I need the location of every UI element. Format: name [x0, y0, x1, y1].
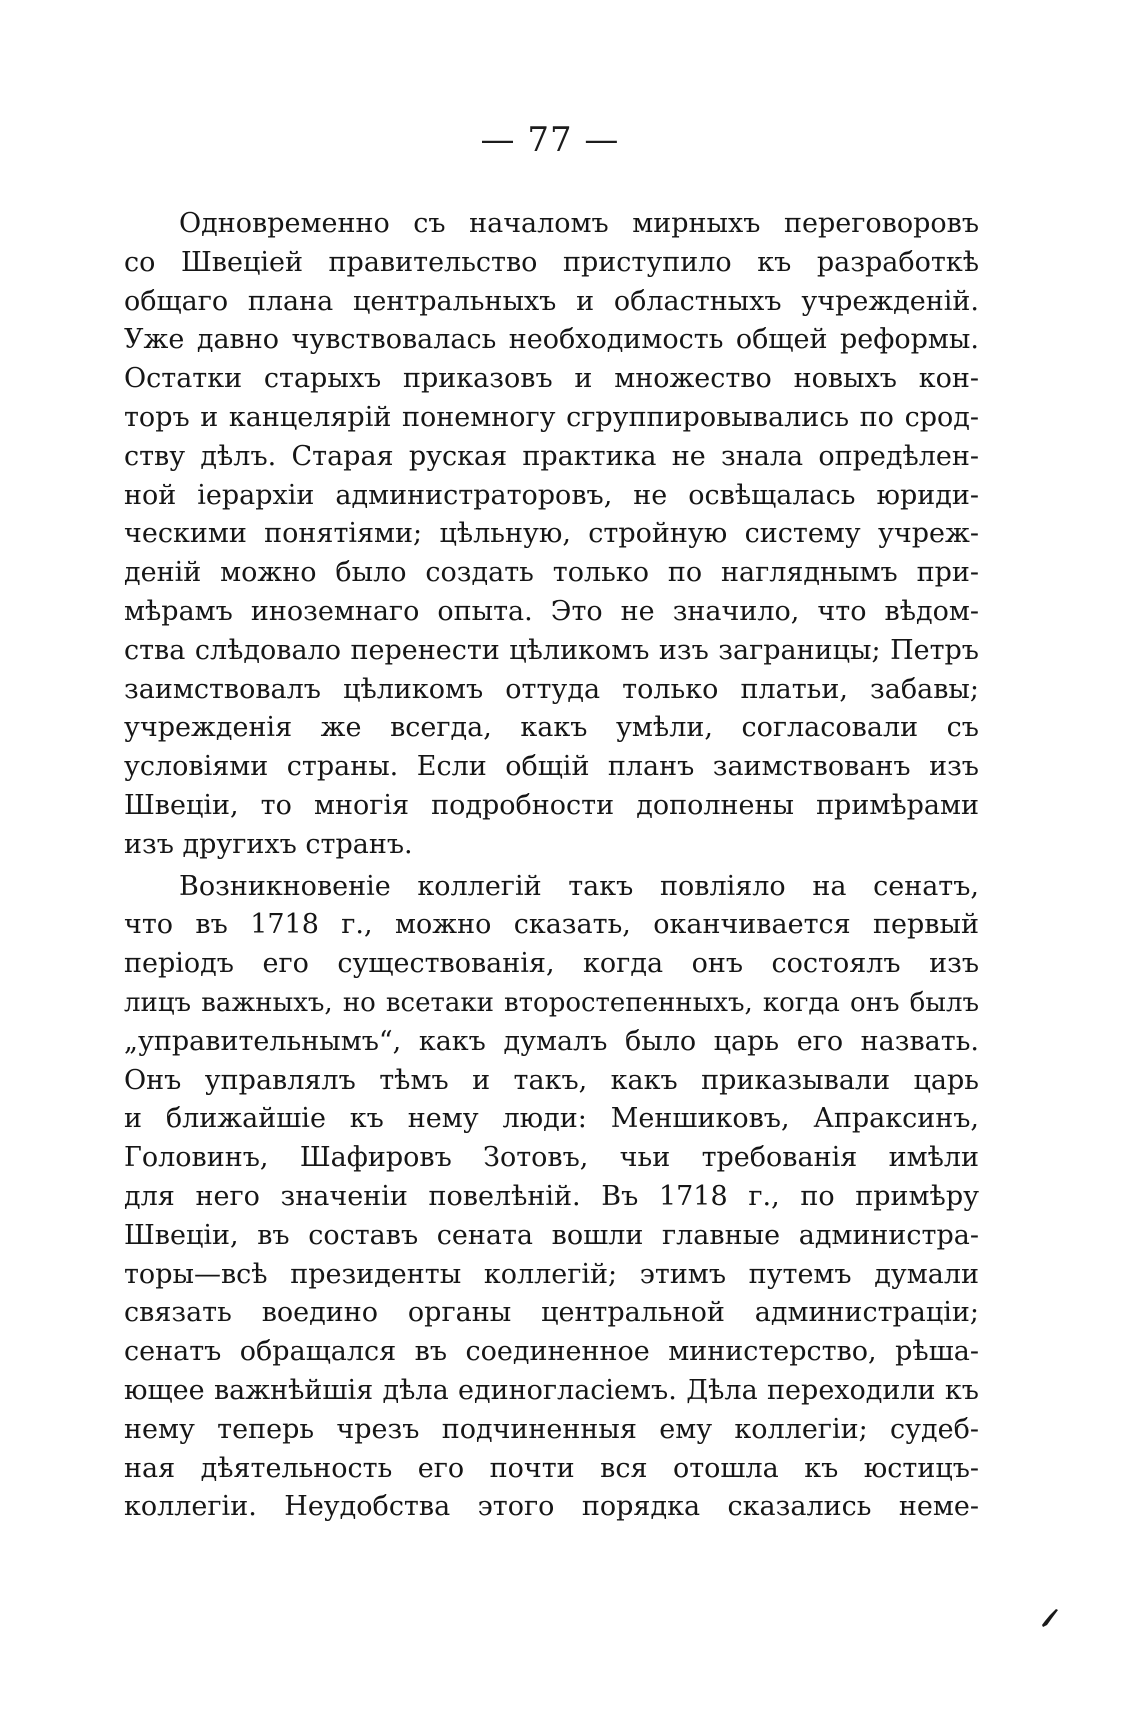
- text-line: деній можно было создать только по нагляднымъ при-: [124, 557, 979, 589]
- paragraph-2: [124, 868, 979, 1528]
- text-line: учрежденія же всегда, какъ умѣли, согласовали съ: [124, 712, 979, 744]
- text-line: Уже давно чувствовалась необходимость общей реформы.: [124, 324, 979, 356]
- text-line: мѣрамъ иноземнаго опыта. Это не значило, что вѣдом-: [124, 595, 979, 627]
- text-line: связать воедино органы центральной администраціи;: [124, 1297, 979, 1329]
- text-line: заимствовалъ цѣликомъ оттуда только платьи, забавы;: [124, 673, 979, 705]
- text-line: Головинъ, Шафировъ Зотовъ, чьи требованія имѣли: [124, 1142, 979, 1174]
- text-line: торы—всѣ президенты коллегій; этимъ путемъ думали: [124, 1258, 979, 1290]
- text-line: и ближайшіе къ нему люди: Меншиковъ, Апраксинъ,: [124, 1103, 979, 1135]
- body-text: [124, 205, 979, 1527]
- text-line: Швеціи, въ составъ сената вошли главные администра-: [124, 1219, 979, 1251]
- text-line: ческими понятіями; цѣльную, стройную систему учреж-: [124, 518, 979, 550]
- text-line: условіями страны. Если общій планъ заимствованъ изъ: [124, 751, 979, 783]
- text-line: нему теперь чрезъ подчиненныя ему коллегіи; судеб-: [124, 1413, 979, 1445]
- text-line: общаго плана центральныхъ и областныхъ учрежденій.: [124, 285, 979, 317]
- text-line: ству дѣлъ. Старая руская практика не знала опредѣлен-: [124, 440, 979, 472]
- text-line: Одновременно съ началомъ мирныхъ переговоровъ: [179, 208, 979, 239]
- text-line: ства слѣдовало перенести цѣликомъ изъ заграницы; Петръ: [124, 634, 979, 666]
- text-line: для него значеніи повелѣній. Въ 1718 г., по примѣру: [124, 1180, 979, 1212]
- text-line: Остатки старыхъ приказовъ и множество новыхъ кон-: [124, 363, 979, 395]
- text-line: ной іерархіи администраторовъ, не освѣщалась юриди-: [124, 479, 979, 511]
- paragraph-1: [124, 205, 979, 865]
- text-line: изъ другихъ странъ.: [124, 828, 413, 860]
- text-line: Швеціи, то многія подробности дополнены примѣрами: [124, 789, 979, 821]
- text-line: лицъ важныхъ, но всетаки второстепенныхъ, когда онъ былъ: [124, 987, 979, 1018]
- text-line: торъ и канцелярій понемногу сгруппировывались по срод-: [124, 401, 979, 433]
- text-line: Онъ управлялъ тѣмъ и такъ, какъ приказывали царь: [124, 1064, 979, 1096]
- text-line: Возникновеніе коллегій такъ повліяло на сенатъ,: [179, 870, 979, 902]
- text-line: періодъ его существованія, когда онъ состоялъ изъ: [124, 948, 979, 980]
- text-line: ная дѣятельность его почти вся отошла къ юстицъ-: [124, 1452, 979, 1484]
- text-line: „управительнымъ“, какъ думалъ было царь его назвать.: [124, 1025, 979, 1057]
- text-line: что въ 1718 г., можно сказать, оканчивается первый: [124, 909, 979, 941]
- page-number: — 77 —: [480, 120, 620, 160]
- text-line: сенатъ обращался въ соединенное министерство, рѣша-: [124, 1336, 979, 1368]
- ink-speck-mark: [1040, 1605, 1062, 1631]
- text-line: коллегіи. Неудобства этого порядка сказались неме-: [124, 1491, 979, 1523]
- text-line: со Швеціей правительство приступило къ разработкѣ: [124, 246, 979, 278]
- text-line: ющее важнѣйшія дѣла единогласіемъ. Дѣла переходили къ: [124, 1374, 979, 1406]
